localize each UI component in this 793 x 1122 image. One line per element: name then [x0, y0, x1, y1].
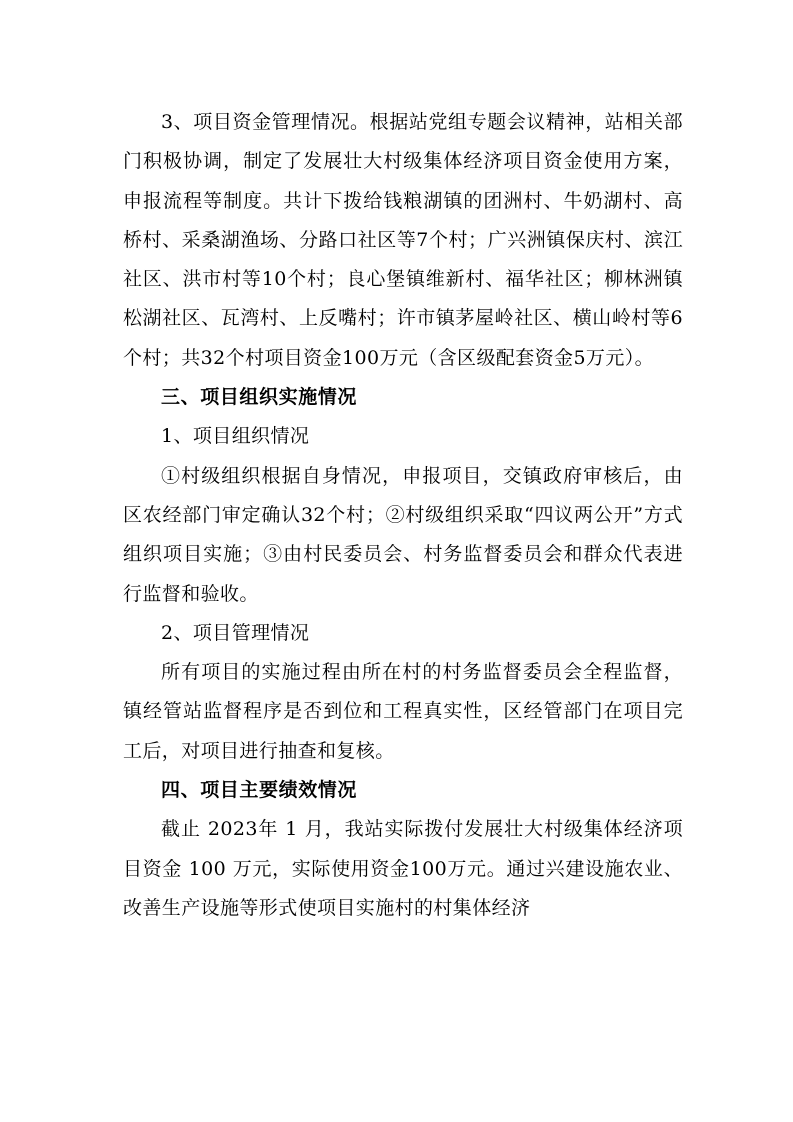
heading-section-3: 三、项目组织实施情况 — [161, 386, 358, 409]
paragraph-management: 所有项目的实施过程由所在村的村务监督委员会全程监督，镇经管站监督程序是否到位和工程真实性，区经管部门在项目完工后，对项目进行抽查和复核。 — [123, 661, 683, 762]
paragraph-organization: ①村级组织根据自身情况，申报项目，交镇政府审核后，由区农经部门审定确认32个村；②村级组织采取“四议两公开”方式组织项目实施；③由村民委员会、村务监督委员会和群众代表进行监督和验收。 — [123, 464, 683, 605]
heading-section-4: 四、项目主要绩效情况 — [161, 779, 358, 802]
paragraph-fund-management: 3、项目资金管理情况。根据站党组专题会议精神，站相关部门积极协调，制定了发展壮大村级集体经济项目资金使用方案，申报流程等制度。共计下拨给钱粮湖镇的团洲村、牛奶湖村、高桥村、采桑湖渔场、分路口社区等7个村；广兴洲镇保庆村、滨江社区、洪市村等10个村；良心堡镇维新村、福华社区；柳林洲镇松湖社区、瓦湾村、上反嘴村；许市镇茅屋岭社区、横山岭村等6个村；共32个村项目资金100万元（含区级配套资金5万元）。 — [123, 111, 683, 369]
subheading-organization: 1、项目组织情况 — [161, 425, 310, 448]
document-body — [123, 103, 683, 928]
paragraph-performance: 截止 2023年 1 月，我站实际拨付发展壮大村级集体经济项目资金 100 万元，实际使用资金100万元。通过兴建设施农业、改善生产设施等形式使项目实施村的村集体经济 — [123, 818, 683, 919]
subheading-management: 2、项目管理情况 — [161, 621, 310, 644]
